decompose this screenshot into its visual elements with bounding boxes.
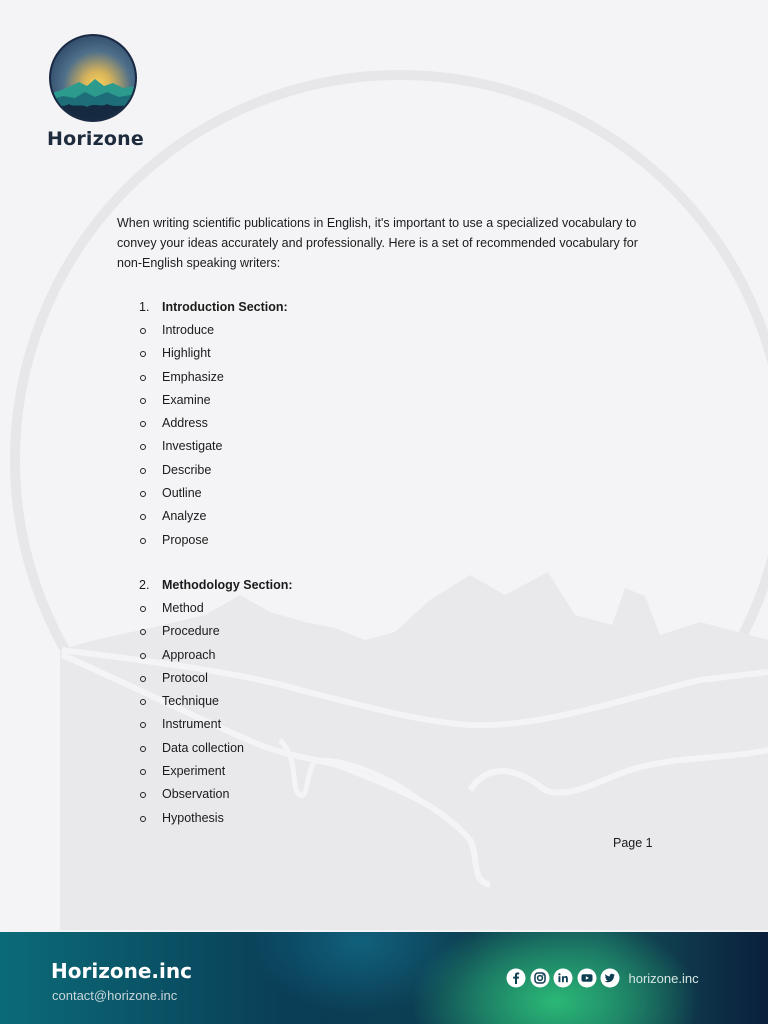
- circle-bullet-icon: [140, 699, 146, 705]
- section-introduction: [117, 296, 657, 552]
- vocabulary-term: Procedure: [162, 624, 220, 639]
- circle-bullet-icon: [140, 444, 146, 450]
- footer-banner: [0, 932, 768, 1024]
- circle-bullet-icon: [140, 769, 146, 775]
- vocabulary-term: Outline: [162, 486, 202, 501]
- circle-bullet-icon: [140, 351, 146, 357]
- list-item: [117, 459, 657, 482]
- section-heading: [117, 574, 657, 597]
- youtube-icon[interactable]: [577, 968, 597, 988]
- section-number: 2.: [139, 577, 150, 592]
- circle-bullet-icon: [140, 746, 146, 752]
- vocabulary-list: [117, 597, 657, 830]
- facebook-icon[interactable]: [506, 968, 526, 988]
- circle-bullet-icon: [140, 328, 146, 334]
- circle-bullet-icon: [140, 398, 146, 404]
- logo-wordmark: Horizone: [47, 128, 144, 150]
- circle-bullet-icon: [140, 606, 146, 612]
- vocabulary-term: Address: [162, 416, 208, 431]
- vocabulary-term: Approach: [162, 647, 216, 662]
- section-title: Methodology Section:: [162, 577, 293, 592]
- section-title: Introduction Section:: [162, 300, 288, 314]
- list-item: [117, 412, 657, 435]
- vocabulary-term: Emphasize: [162, 369, 224, 384]
- vocabulary-term: Hypothesis: [162, 810, 224, 825]
- vocabulary-list: [117, 319, 657, 552]
- circle-bullet-icon: [140, 676, 146, 682]
- instagram-icon[interactable]: [530, 968, 550, 988]
- vocabulary-term: Method: [162, 600, 204, 615]
- twitter-icon[interactable]: [600, 968, 620, 988]
- list-item: [117, 597, 657, 620]
- list-item: [117, 807, 657, 830]
- brand-logo[interactable]: [44, 34, 144, 150]
- footer-company-name: Horizone.inc: [51, 959, 192, 983]
- sunrise-mountain-logo-icon: [49, 34, 137, 122]
- circle-bullet-icon: [140, 514, 146, 520]
- list-item: [117, 667, 657, 690]
- list-item: [117, 366, 657, 389]
- circle-bullet-icon: [140, 653, 146, 659]
- list-item: [117, 435, 657, 458]
- list-item: [117, 783, 657, 806]
- vocabulary-term: Experiment: [162, 764, 226, 779]
- circle-bullet-icon: [140, 792, 146, 798]
- document-body: [117, 213, 657, 830]
- list-item: [117, 389, 657, 412]
- section-heading: [117, 296, 657, 319]
- list-item: [117, 713, 657, 736]
- circle-bullet-icon: [140, 491, 146, 497]
- vocabulary-term: Instrument: [162, 717, 222, 732]
- list-item: [117, 319, 657, 342]
- section-methodology: [117, 574, 657, 830]
- circle-bullet-icon: [140, 722, 146, 728]
- vocabulary-term: Analyze: [162, 509, 207, 524]
- vocabulary-term: Technique: [162, 694, 219, 709]
- vocabulary-term: Highlight: [162, 346, 211, 361]
- list-item: [117, 342, 657, 365]
- list-item: [117, 737, 657, 760]
- vocabulary-term: Propose: [162, 532, 209, 547]
- list-item: [117, 529, 657, 552]
- footer-email-link[interactable]: contact@horizone.inc: [52, 988, 178, 1003]
- list-item: [117, 505, 657, 528]
- social-links: [506, 968, 699, 988]
- list-item: [117, 482, 657, 505]
- vocabulary-term: Examine: [162, 392, 211, 407]
- vocabulary-term: Introduce: [162, 323, 215, 337]
- vocabulary-term: Describe: [162, 462, 212, 477]
- vocabulary-term: Protocol: [162, 670, 208, 685]
- circle-bullet-icon: [140, 538, 146, 544]
- circle-bullet-icon: [140, 468, 146, 474]
- circle-bullet-icon: [140, 421, 146, 427]
- list-item: [117, 690, 657, 713]
- section-number: 1.: [139, 300, 150, 314]
- circle-bullet-icon: [140, 375, 146, 381]
- vocabulary-term: Investigate: [162, 439, 223, 454]
- circle-bullet-icon: [140, 816, 146, 822]
- intro-paragraph: When writing scientific publications in English, it's important to use a specialized vocabulary to convey your ideas accurately and professionally. Here is a set of recommended vocabulary for non-English speaking writers:: [117, 216, 638, 270]
- vocabulary-term: Observation: [162, 787, 230, 802]
- list-item: [117, 760, 657, 783]
- list-item: [117, 620, 657, 643]
- vocabulary-term: Data collection: [162, 740, 244, 755]
- page-number: Page 1: [613, 836, 653, 850]
- linkedin-icon[interactable]: [553, 968, 573, 988]
- footer-website-link[interactable]: horizone.inc: [628, 970, 699, 986]
- list-item: [117, 644, 657, 667]
- circle-bullet-icon: [140, 629, 146, 635]
